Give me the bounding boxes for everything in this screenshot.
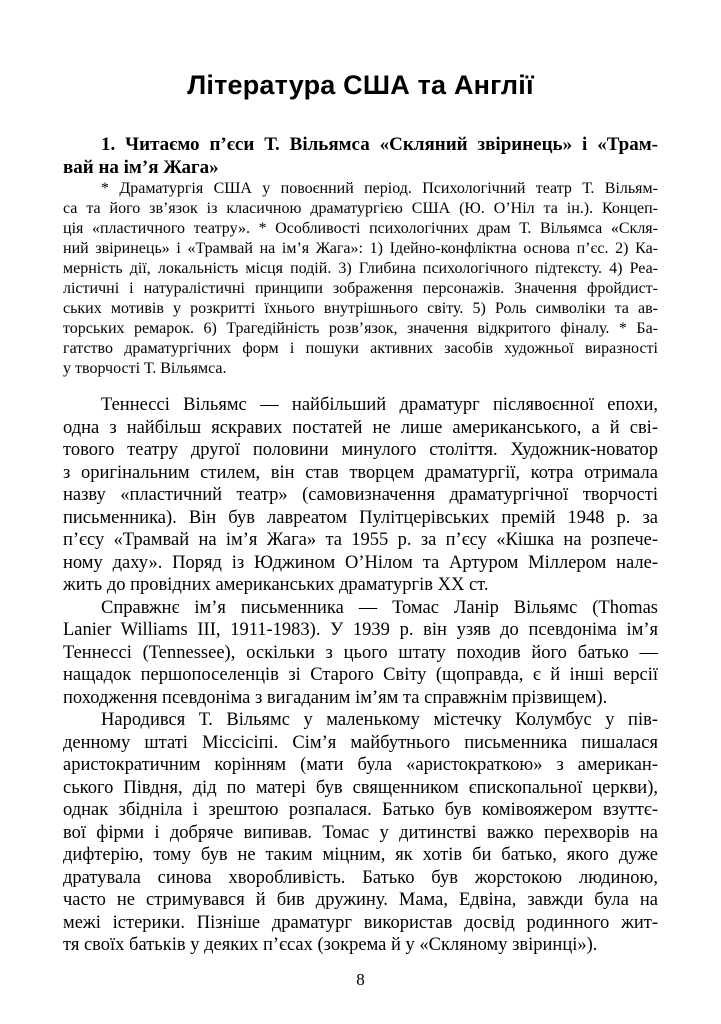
annotation-line: * Драматургія США у повоєнний період. Психологічний театр Т. Вільям- [101, 180, 658, 197]
body-text-line: однак збідніла і зрештою розпалася. Батько був комівояжером взуттє- [63, 800, 658, 820]
body-text-line: межі істерики. Пізніше драматург використав досвід родинного жит- [63, 912, 658, 933]
body-text-line: жить до провідних американських драматургів XX ст. [63, 575, 489, 595]
body-text-line: Lanier Williams III, 1911-1983). У 1939 р. він узяв до псевдоніма ім’я [63, 620, 658, 640]
heading-line: 1. Читаємо п’єси Т. Вільямса «Скляний звіринець» і «Трам- [101, 134, 658, 155]
body-paragraph [63, 597, 658, 710]
body-text-line: дратувала синова хворобливість. Батько був жорстокою людиною, [63, 867, 658, 888]
page-number: 8 [356, 969, 365, 989]
body-text-line: походження псевдоніма з вигаданим ім’ям та справжнім прізвищем). [63, 687, 608, 708]
body-text-line: з оригінальним стилем, він став творцем драматургії, котра отримала [63, 462, 658, 483]
section-heading [63, 133, 658, 179]
body-paragraph [63, 709, 658, 957]
body-paragraphs [63, 394, 658, 957]
body-text-line: часто не стримувався й бив дружину. Мама, Едвіна, завжди була на [63, 890, 658, 910]
annotation-line: мерність дії, локальність місця подій. 3) Глибина психологічного підтексту. 4) Реа- [63, 260, 658, 277]
body-text-line: дифтерію, тому був не таким міцним, як хотів би батько, якого дуже [63, 845, 658, 865]
body-text-line: тя своїх батьків у деяких п’єсах (зокрема й у «Скляному звіринці»). [63, 935, 598, 955]
body-text-line: ному даху». Поряд із Юджином О’Нілом та Артуром Міллером нале- [63, 552, 658, 573]
body-text-line: Справжнє ім’я письменника — Томас Ланір Вільямс (Thomas [101, 597, 658, 618]
body-text-line: назву «пластичний театр» (самовизначення драматургічної творчості [63, 485, 658, 505]
annotation-line: ція «пластичного театру». * Особливості психологічних драм Т. Вільямса «Скля- [63, 220, 658, 237]
body-text-line: нащадок першопоселенців зі Старого Світу (щоправда, є й інші версії [63, 665, 658, 685]
body-text-line: денному штаті Міссісіпі. Сім’я майбутнього письменника пишалася [63, 732, 658, 753]
annotation-line: са та його зв’язок із класичною драматургією США (Ю. О’Ніл та ін.). Концеп- [63, 200, 658, 217]
heading-line: вай на ім’я Жага» [63, 157, 219, 178]
body-text-line: одна з найбільш яскравих постатей не лише американського, а й сві- [63, 417, 658, 438]
body-text-line: письменника). Він був лавреатом Пулітцерівських премій 1948 р. за [63, 507, 658, 528]
body-text-line: Теннессі (Tennessee), оскільки з цього штату походив його батько — [63, 642, 658, 663]
body-text-line: тового театру другої половини минулого століття. Художник-новатор [63, 440, 658, 460]
annotation-block [63, 179, 658, 379]
annotation-line: ний звіринець» і «Трамвай на ім’я Жага»: 1) Ідейно-конфліктна основа п’єс. 2) Ка- [63, 240, 658, 257]
annotation-line: лістичні і натуралістичні принципи зображення персонажів. Значення фройдист- [63, 280, 658, 297]
page-title: Література США та Англії [187, 70, 534, 100]
body-text-line: Народився Т. Вільямс у маленькому містечку Колумбус у пів- [101, 710, 658, 730]
body-text-line: ського Півдня, дід по матері був священником єпископальної церкви), [63, 777, 658, 798]
annotation-line: торських ремарок. 6) Трагедійність розв’язок, значення відкритого фіналу. * Ба- [63, 320, 658, 337]
body-text-line: Теннессі Вільямс — найбільший драматург післявоєнної епохи, [101, 395, 658, 415]
body-paragraph [63, 394, 658, 597]
body-text-line: вої фірми і добряче випивав. Томас у дитинстві важко перехворів на [63, 822, 658, 843]
annotation-line: у творчості Т. Вільямса. [63, 360, 227, 377]
body-text-line: аристократичним корінням (мати була «аристократкою» з американ- [63, 755, 658, 775]
annotation-line: гатство драматургічних форм і пошуки активних засобів художньої виразності [63, 340, 658, 357]
body-text-line: п’єсу «Трамвай на ім’я Жага» та 1955 р. за п’єсу «Кішка на розпече- [63, 530, 658, 550]
annotation-line: ських мотивів у розкритті їхнього внутрішнього світу. 5) Роль символіки та ав- [63, 300, 658, 317]
